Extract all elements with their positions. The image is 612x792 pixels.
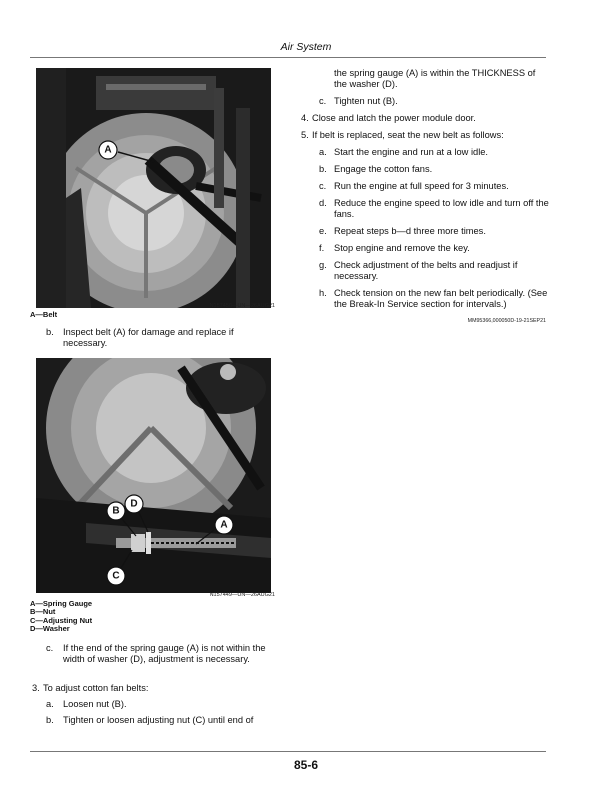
document-reference-code: MM95366,000050D-19-21SEP21 [467,318,546,324]
step-continued-thickness [319,68,549,92]
legend-item: C—Adjusting Nut [30,615,93,625]
step-text: Inspect belt (A) for damage and replace if necessary. [63,327,234,349]
figure2-id: N157449—UN—26AUG21 [209,592,275,598]
page-number: 85-6 [293,758,319,772]
step-number: 3. [32,683,40,693]
figure2-callout-c: C [112,570,120,582]
step-e-repeat-steps [319,226,549,238]
step-number: c. [319,181,327,191]
header-rule [30,57,546,58]
step-c-tighten-nut [319,96,549,108]
step-text: Repeat steps b—d three more times. [334,226,486,236]
step-number: h. [319,288,327,298]
step-number: b. [46,327,54,337]
step-text: Check tension on the new fan belt periodically. (See the Break-In Service section for intervals.) [334,288,548,310]
figure1-callout-a: A [104,144,112,156]
step-a-start-engine [319,147,549,159]
step-4-close-door [301,113,549,125]
step-text: Loosen nut (B). [63,699,127,709]
step-c-spring-gauge-check [46,643,276,679]
step-number: c. [46,643,54,653]
figure-spring-gauge-photo [36,358,271,593]
footer-rule [30,751,546,752]
step-number: 4. [301,113,309,123]
legend-item: A—Belt [30,310,58,319]
step-text: the spring gauge (A) is within the THICKNESS of the washer (D). [334,68,536,90]
step-3-adjust-fan-belts [32,683,276,695]
step-5-seat-new-belt [301,130,549,142]
step-number: a. [319,147,327,157]
step-g-check-adjustment [319,260,549,284]
step-a-loosen-nut [46,699,276,711]
step-text: To adjust cotton fan belts: [43,683,149,693]
step-text: Stop engine and remove the key. [334,243,470,253]
figure2-callout-b: B [112,505,120,517]
figure1-legend [30,311,57,319]
step-text: Tighten or loosen adjusting nut (C) until end of [63,715,254,725]
figure2-legend [30,600,92,634]
step-b-adjusting-nut [46,715,286,727]
step-d-reduce-speed [319,198,549,222]
legend-item: A—Spring Gauge [30,599,93,608]
step-number: 5. [301,130,309,140]
step-text: Start the engine and run at a low idle. [334,147,489,157]
step-h-check-tension [319,288,549,312]
legend-item: B—Nut [30,607,56,617]
step-number: f. [319,243,325,253]
step-number: e. [319,226,327,236]
step-number: b. [46,715,54,725]
step-text: Tighten nut (B). [334,96,398,106]
step-c-run-full-speed [319,181,549,193]
running-header-title: Air System [280,41,332,53]
figure2-callout-a: A [220,519,228,531]
step-b-inspect-belt [46,327,276,351]
step-text: If the end of the spring gauge (A) is not within the width of washer (D), adjustment is necessary. [63,643,266,665]
step-text: If belt is replaced, seat the new belt as follows: [312,130,504,140]
step-number: b. [319,164,327,174]
step-text: Run the engine at full speed for 3 minutes. [334,181,509,191]
step-number: c. [319,96,327,106]
step-number: g. [319,260,327,270]
figure1-id: N157450—UN—26AUG21 [209,303,275,309]
step-f-stop-engine [319,243,549,255]
step-text: Check adjustment of the belts and readjust if necessary. [334,260,518,282]
step-number: d. [319,198,327,208]
step-text: Reduce the engine speed to low idle and turn off the fans. [334,198,549,220]
step-text: Engage the cotton fans. [334,164,433,174]
step-text: Close and latch the power module door. [312,113,476,123]
figure-belt-photo [36,68,271,308]
step-b-engage-fans [319,164,549,176]
step-number: a. [46,699,54,709]
legend-item: D—Washer [30,624,70,634]
figure2-callout-d: D [130,498,138,510]
